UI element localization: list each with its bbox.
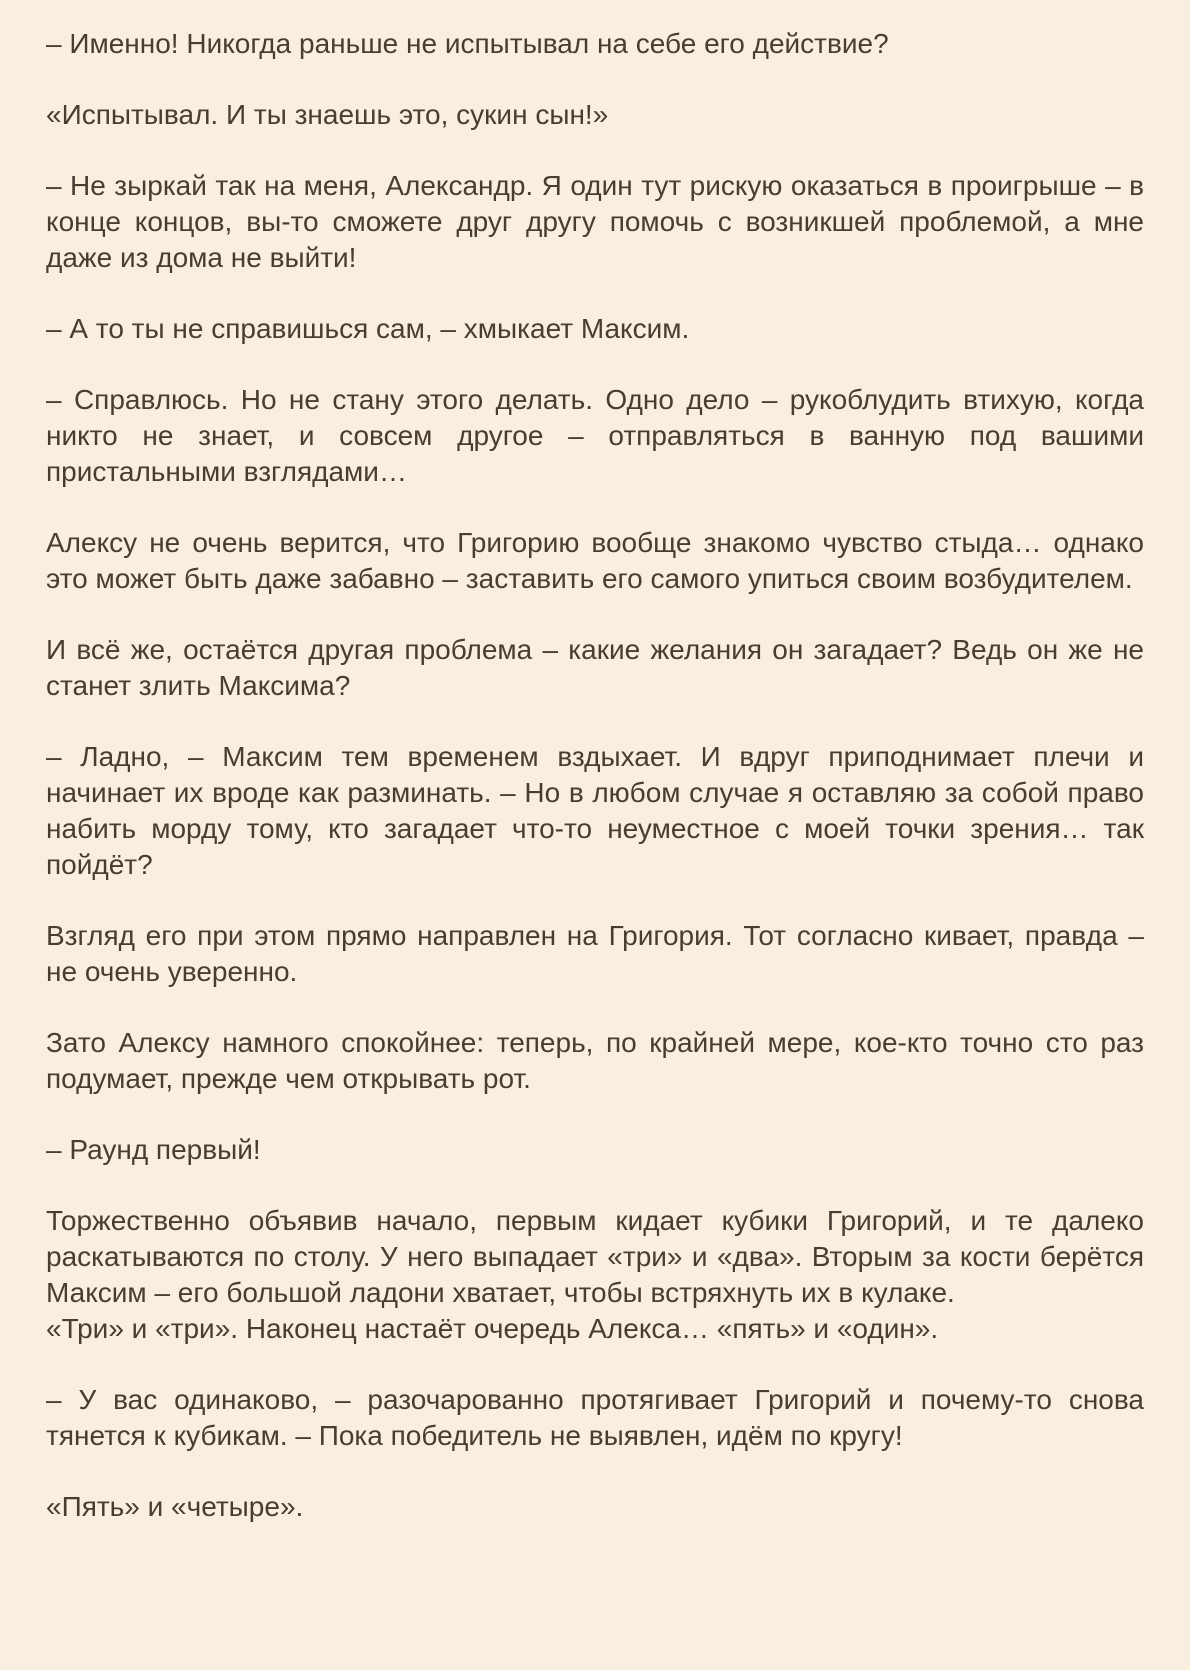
paragraph: – Справлюсь. Но не стану этого делать. Одно дело – рукоблудить втихую, когда никто не знает, и совсем другое – отправляться в ванную под вашими пристальными взглядами… [46, 384, 1144, 487]
paragraph: И всё же, остаётся другая проблема – какие желания он загадает? Ведь он же не станет злить Максима? [46, 634, 1144, 701]
paragraph: «Испытывал. И ты знаешь это, сукин сын!» [46, 99, 609, 130]
paragraph: Алексу не очень верится, что Григорию вообще знакомо чувство стыда… однако это может быть даже забавно – заставить его самого упиться своим возбудителем. [46, 527, 1144, 594]
paragraph: Взгляд его при этом прямо направлен на Григория. Тот согласно кивает, правда – не очень уверенно. [46, 920, 1144, 987]
paragraph: «Пять» и «четыре». [46, 1491, 304, 1522]
paragraph: – Не зыркай так на меня, Александр. Я один тут рискую оказаться в проигрыше – в конце концов, вы-то сможете друг другу помочь с возникшей проблемой, а мне даже из дома не выйти! [46, 170, 1144, 273]
paragraph: – У вас одинаково, – разочарованно протягивает Григорий и почему-то снова тянется к кубикам. – Пока победитель не выявлен, идём по кругу! [46, 1384, 1144, 1451]
paragraph: – Раунд первый! [46, 1134, 261, 1165]
paragraph: – Именно! Никогда раньше не испытывал на себе его действие? [46, 28, 889, 59]
paragraph: – А то ты не справишься сам, – хмыкает Максим. [46, 313, 690, 344]
paragraph: Торжественно объявив начало, первым кидает кубики Григорий, и те далеко раскатываются по столу. У него выпадает «три» и «два». Вторым за кости берётся Максим – его большой ладони хватает, чтобы встряхнуть их в кулаке. «Три» и «три». Наконец настаёт очередь Алекса… «пять» и «один». [46, 1205, 1144, 1344]
paragraph: – Ладно, – Максим тем временем вздыхает. И вдруг приподнимает плечи и начинает их вроде как разминать. – Но в любом случае я оставляю за собой право набить морду тому, кто загадает что-то неуместное с моей точки зрения… так пойдёт? [46, 741, 1144, 880]
paragraph: Зато Алексу намного спокойнее: теперь, по крайней мере, кое-кто точно сто раз подумает, прежде чем открывать рот. [46, 1027, 1144, 1094]
